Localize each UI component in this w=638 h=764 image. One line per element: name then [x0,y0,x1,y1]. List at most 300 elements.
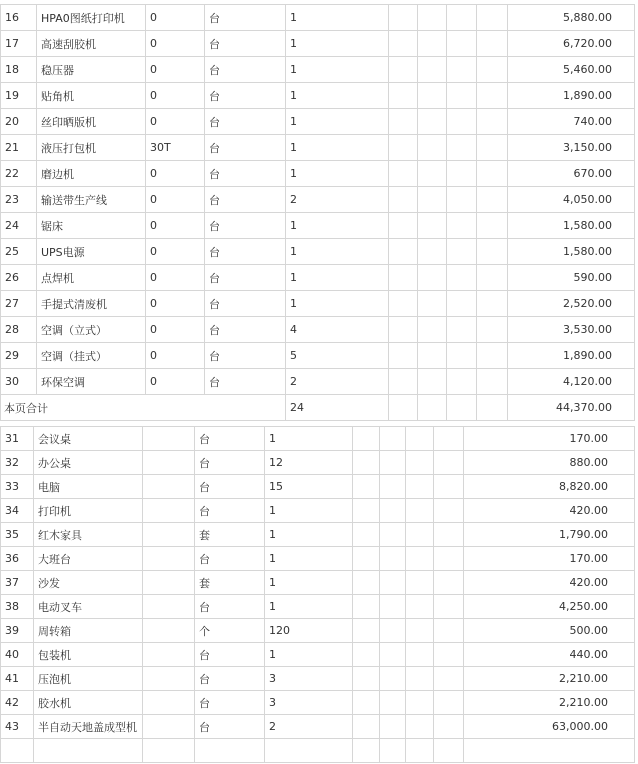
empty-cell [389,109,418,135]
row-number-cell: 41 [1,667,34,691]
empty-cell [434,643,464,667]
empty-cell [380,571,406,595]
empty-cell [447,109,477,135]
empty-cell [1,739,34,763]
row-number-cell: 39 [1,619,34,643]
empty-cell [380,499,406,523]
unit-cell: 台 [205,5,286,31]
empty-cell [380,739,406,763]
table-row [1,265,635,291]
quantity-cell: 4 [286,317,389,343]
empty-cell [353,715,380,739]
empty-cell [434,739,464,763]
spec-cell: 0 [146,161,205,187]
empty-cell [380,451,406,475]
empty-cell [418,135,447,161]
table-row [1,499,635,523]
empty-cell [418,31,447,57]
empty-cell [418,395,447,421]
empty-cell [477,343,508,369]
empty-cell [477,265,508,291]
empty-cell [389,291,418,317]
empty-cell [389,57,418,83]
spec-cell: 0 [146,239,205,265]
item-name-cell: 磨边机 [37,161,146,187]
empty-cell [406,499,434,523]
empty-cell [143,691,195,715]
item-name-cell: 锯床 [37,213,146,239]
row-number-cell: 36 [1,547,34,571]
amount-cell: 1,580.00 [508,213,635,239]
empty-cell [389,265,418,291]
empty-cell [406,475,434,499]
empty-cell [406,547,434,571]
table-row [1,5,635,31]
empty-cell [353,595,380,619]
row-number-cell: 27 [1,291,37,317]
empty-cell [447,213,477,239]
empty-cell [389,5,418,31]
unit-cell: 台 [205,317,286,343]
empty-cell [477,135,508,161]
empty-cell [477,187,508,213]
empty-cell [353,643,380,667]
table-row [1,427,635,451]
empty-cell [477,109,508,135]
empty-cell [143,547,195,571]
spec-cell: 0 [146,187,205,213]
unit-cell: 台 [195,595,265,619]
quantity-cell: 1 [286,83,389,109]
spec-cell: 0 [146,31,205,57]
empty-cell [143,499,195,523]
row-number-cell: 25 [1,239,37,265]
item-name-cell: 打印机 [34,499,143,523]
table-row [1,451,635,475]
item-name-cell: 半自动天地盖成型机 [34,715,143,739]
item-name-cell: 空调（立式） [37,317,146,343]
row-number-cell: 19 [1,83,37,109]
table-row [1,135,635,161]
amount-cell: 420.00 [464,571,635,595]
unit-cell: 台 [205,161,286,187]
item-name-cell: 点焊机 [37,265,146,291]
row-number-cell: 28 [1,317,37,343]
quantity-cell: 1 [286,239,389,265]
empty-cell [477,57,508,83]
page-total-quantity: 24 [286,395,389,421]
table-row [1,547,635,571]
quantity-cell: 120 [265,619,353,643]
unit-cell: 台 [195,715,265,739]
amount-cell: 420.00 [464,499,635,523]
row-number-cell: 32 [1,451,34,475]
empty-cell [380,715,406,739]
quantity-cell: 1 [265,571,353,595]
table-row [1,571,635,595]
empty-cell [143,619,195,643]
empty-cell [418,239,447,265]
empty-cell [353,499,380,523]
table-row [1,239,635,265]
unit-cell: 套 [195,571,265,595]
empty-cell [477,291,508,317]
empty-cell [380,475,406,499]
empty-cell [477,161,508,187]
amount-cell: 6,720.00 [508,31,635,57]
table-row [1,109,635,135]
empty-cell [406,595,434,619]
empty-cell [447,187,477,213]
unit-cell: 台 [205,83,286,109]
empty-cell [353,547,380,571]
empty-cell [406,571,434,595]
empty-cell [406,523,434,547]
empty-cell [418,187,447,213]
quantity-cell: 1 [265,643,353,667]
empty-cell [389,395,418,421]
amount-cell: 2,210.00 [464,667,635,691]
empty-cell [447,395,477,421]
table-row [1,523,635,547]
quantity-cell: 1 [265,523,353,547]
empty-cell [418,109,447,135]
empty-cell [353,451,380,475]
asset-table-page-2 [0,426,635,763]
empty-row [1,739,635,763]
unit-cell: 台 [205,291,286,317]
empty-cell [406,643,434,667]
amount-cell: 4,120.00 [508,369,635,395]
item-name-cell: 输送带生产线 [37,187,146,213]
empty-cell [418,369,447,395]
empty-cell [418,5,447,31]
table-row [1,715,635,739]
table-row [1,317,635,343]
empty-cell [380,547,406,571]
unit-cell: 台 [205,31,286,57]
row-number-cell: 23 [1,187,37,213]
empty-cell [434,523,464,547]
row-number-cell: 22 [1,161,37,187]
empty-cell [143,739,195,763]
unit-cell: 台 [205,57,286,83]
empty-cell [434,595,464,619]
table-row [1,213,635,239]
empty-cell [447,317,477,343]
item-name-cell: 周转箱 [34,619,143,643]
table-row [1,291,635,317]
quantity-cell: 1 [265,499,353,523]
quantity-cell: 1 [286,109,389,135]
empty-cell [389,135,418,161]
quantity-cell: 1 [286,31,389,57]
empty-cell [389,369,418,395]
empty-cell [447,5,477,31]
table-row [1,619,635,643]
empty-cell [380,523,406,547]
item-name-cell: 贴角机 [37,83,146,109]
quantity-cell: 2 [286,369,389,395]
quantity-cell: 3 [265,691,353,715]
row-number-cell: 29 [1,343,37,369]
amount-cell: 440.00 [464,643,635,667]
unit-cell: 台 [195,691,265,715]
spec-cell: 0 [146,83,205,109]
unit-cell: 台 [205,239,286,265]
empty-cell [389,187,418,213]
unit-cell: 台 [205,343,286,369]
empty-cell [143,571,195,595]
empty-cell [434,451,464,475]
amount-cell: 3,530.00 [508,317,635,343]
empty-cell [447,369,477,395]
amount-cell: 1,890.00 [508,83,635,109]
table-row [1,161,635,187]
page-total-amount: 44,370.00 [508,395,635,421]
table-row [1,475,635,499]
empty-cell [477,5,508,31]
quantity-cell: 1 [286,291,389,317]
table-row [1,187,635,213]
empty-cell [143,523,195,547]
item-name-cell: UPS电源 [37,239,146,265]
amount-cell: 740.00 [508,109,635,135]
empty-cell [434,571,464,595]
empty-cell [406,691,434,715]
item-name-cell: 空调（挂式） [37,343,146,369]
empty-cell [418,161,447,187]
amount-cell: 1,890.00 [508,343,635,369]
empty-cell [406,619,434,643]
spec-cell: 0 [146,343,205,369]
asset-table-page-1 [0,4,635,421]
empty-cell [477,369,508,395]
quantity-cell: 12 [265,451,353,475]
spec-cell: 0 [146,317,205,343]
empty-cell [195,739,265,763]
amount-cell: 670.00 [508,161,635,187]
item-name-cell: 高速刮胶机 [37,31,146,57]
quantity-cell: 15 [265,475,353,499]
unit-cell: 台 [195,547,265,571]
row-number-cell: 20 [1,109,37,135]
empty-cell [380,667,406,691]
empty-cell [389,343,418,369]
amount-cell: 1,580.00 [508,239,635,265]
row-number-cell: 35 [1,523,34,547]
empty-cell [353,739,380,763]
empty-cell [353,667,380,691]
amount-cell: 63,000.00 [464,715,635,739]
empty-cell [380,595,406,619]
empty-cell [418,57,447,83]
empty-cell [389,213,418,239]
empty-cell [418,265,447,291]
empty-cell [434,667,464,691]
row-number-cell: 26 [1,265,37,291]
empty-cell [353,475,380,499]
spec-cell: 0 [146,291,205,317]
quantity-cell: 2 [286,187,389,213]
table-row [1,595,635,619]
empty-cell [434,619,464,643]
table-row [1,57,635,83]
amount-cell: 2,520.00 [508,291,635,317]
empty-cell [353,571,380,595]
quantity-cell: 1 [286,161,389,187]
empty-cell [380,691,406,715]
empty-cell [143,643,195,667]
item-name-cell: 液压打包机 [37,135,146,161]
item-name-cell: 丝印晒版机 [37,109,146,135]
unit-cell: 台 [205,369,286,395]
empty-cell [353,619,380,643]
table-row [1,83,635,109]
quantity-cell: 3 [265,667,353,691]
unit-cell: 台 [195,499,265,523]
amount-cell: 170.00 [464,427,635,451]
unit-cell: 套 [195,523,265,547]
empty-cell [447,239,477,265]
item-name-cell: 手提式清废机 [37,291,146,317]
page-total-row [1,395,635,421]
empty-cell [380,427,406,451]
row-number-cell: 18 [1,57,37,83]
amount-cell: 1,790.00 [464,523,635,547]
unit-cell: 台 [205,213,286,239]
empty-cell [464,739,635,763]
spec-cell: 0 [146,5,205,31]
empty-cell [406,715,434,739]
table-row [1,343,635,369]
empty-cell [265,739,353,763]
empty-cell [34,739,143,763]
empty-cell [477,395,508,421]
empty-cell [434,691,464,715]
row-number-cell: 43 [1,715,34,739]
empty-cell [143,427,195,451]
empty-cell [143,475,195,499]
item-name-cell: 大班台 [34,547,143,571]
amount-cell: 590.00 [508,265,635,291]
quantity-cell: 1 [286,135,389,161]
empty-cell [434,475,464,499]
unit-cell: 个 [195,619,265,643]
empty-cell [380,619,406,643]
amount-cell: 880.00 [464,451,635,475]
spec-cell: 0 [146,369,205,395]
quantity-cell: 1 [286,265,389,291]
quantity-cell: 1 [265,595,353,619]
unit-cell: 台 [205,187,286,213]
quantity-cell: 1 [286,213,389,239]
empty-cell [447,291,477,317]
row-number-cell: 34 [1,499,34,523]
empty-cell [389,31,418,57]
empty-cell [406,739,434,763]
empty-cell [143,595,195,619]
row-number-cell: 24 [1,213,37,239]
unit-cell: 台 [195,475,265,499]
table-row [1,369,635,395]
row-number-cell: 37 [1,571,34,595]
empty-cell [353,523,380,547]
empty-cell [353,427,380,451]
table-row [1,31,635,57]
item-name-cell: 办公桌 [34,451,143,475]
quantity-cell: 2 [265,715,353,739]
unit-cell: 台 [205,135,286,161]
spec-cell: 0 [146,109,205,135]
table-row [1,691,635,715]
quantity-cell: 5 [286,343,389,369]
empty-cell [418,213,447,239]
row-number-cell: 21 [1,135,37,161]
amount-cell: 8,820.00 [464,475,635,499]
empty-cell [418,317,447,343]
item-name-cell: 胶水机 [34,691,143,715]
empty-cell [434,547,464,571]
amount-cell: 2,210.00 [464,691,635,715]
quantity-cell: 1 [286,57,389,83]
table-row [1,667,635,691]
row-number-cell: 33 [1,475,34,499]
row-number-cell: 38 [1,595,34,619]
row-number-cell: 42 [1,691,34,715]
empty-cell [389,83,418,109]
spec-cell: 0 [146,265,205,291]
unit-cell: 台 [205,265,286,291]
item-name-cell: 电动叉车 [34,595,143,619]
amount-cell: 170.00 [464,547,635,571]
item-name-cell: 沙发 [34,571,143,595]
quantity-cell: 1 [265,547,353,571]
amount-cell: 500.00 [464,619,635,643]
unit-cell: 台 [195,643,265,667]
empty-cell [447,343,477,369]
amount-cell: 4,250.00 [464,595,635,619]
empty-cell [406,427,434,451]
empty-cell [434,499,464,523]
unit-cell: 台 [195,427,265,451]
quantity-cell: 1 [265,427,353,451]
empty-cell [477,83,508,109]
table-row [1,643,635,667]
row-number-cell: 30 [1,369,37,395]
quantity-cell: 1 [286,5,389,31]
item-name-cell: 环保空调 [37,369,146,395]
amount-cell: 4,050.00 [508,187,635,213]
item-name-cell: 稳压器 [37,57,146,83]
empty-cell [447,161,477,187]
item-name-cell: 会议桌 [34,427,143,451]
spec-cell: 0 [146,57,205,83]
empty-cell [389,239,418,265]
empty-cell [477,239,508,265]
unit-cell: 台 [195,667,265,691]
empty-cell [477,317,508,343]
empty-cell [389,317,418,343]
unit-cell: 台 [205,109,286,135]
empty-cell [406,667,434,691]
item-name-cell: 红木家具 [34,523,143,547]
empty-cell [380,643,406,667]
empty-cell [477,31,508,57]
empty-cell [143,667,195,691]
row-number-cell: 16 [1,5,37,31]
row-number-cell: 17 [1,31,37,57]
